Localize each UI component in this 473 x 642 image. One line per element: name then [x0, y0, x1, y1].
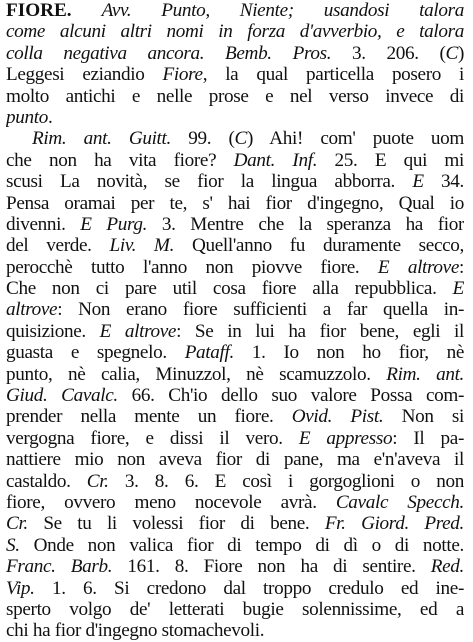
italic-text: E altrove — [99, 320, 177, 342]
text-segment: perocchè tutto l'anno non piovve fiore. — [6, 256, 378, 278]
italic-text: E — [452, 278, 464, 300]
text-line — [6, 492, 464, 513]
text-segment: Che non ci pare util cosa fiore alla repubblica. — [6, 278, 453, 300]
italic-text: E altrove — [377, 256, 460, 278]
italic-text: E appresso — [298, 427, 393, 449]
text-line — [6, 578, 464, 599]
text-line — [6, 171, 464, 192]
italic-text: Cr. — [86, 470, 109, 492]
text-segment: 3. 206. ( — [331, 42, 446, 64]
italic-text: Ovid. Pist. — [291, 406, 384, 428]
text-segment: Quell'anno fu duramente secco, — [174, 235, 464, 257]
italic-text: Franc. Barb. — [6, 556, 113, 578]
italic-text: Giud. Cavalc. — [6, 385, 118, 407]
text-segment: chi ha fior d'ingegno stomachevoli. — [6, 620, 265, 642]
text-segment: sperto volgo de' letterati bugie solennissime, ed a — [6, 598, 464, 620]
text-segment — [72, 0, 102, 21]
text-segment: Se tu li volessi fior di bene. — [27, 513, 325, 535]
text-line — [6, 321, 464, 342]
text-line — [6, 385, 464, 406]
text-line — [6, 599, 464, 620]
text-segment: quisizione. — [6, 320, 100, 342]
italic-text: Rim. ant. — [386, 363, 464, 385]
italic-text: Vip. — [6, 577, 35, 599]
text-line — [6, 214, 464, 235]
text-segment: Pensa oramai per te, s' hai fior d'ingegno, Qual io — [6, 192, 464, 214]
text-line — [6, 513, 464, 534]
italic-text: Cavalc Specch. — [335, 491, 464, 513]
text-line — [6, 107, 464, 128]
text-line — [6, 64, 464, 85]
text-segment: ) Ahi! com' puote uom — [247, 128, 464, 150]
italic-text: Liv. M. — [109, 235, 175, 257]
text-segment: 161. 8. Fiore non ha di sentire. — [112, 556, 431, 578]
text-segment: , la qual particella posero i — [202, 64, 464, 86]
text-segment: che non ha vita fiore? — [6, 149, 234, 171]
italic-text: Avv. Punto, Niente; usandosi talora — [101, 0, 464, 21]
text-line — [6, 193, 464, 214]
italic-text: Fiore — [162, 64, 203, 86]
text-segment: 25. E qui mi — [317, 149, 464, 171]
headword: FIORE. — [6, 0, 72, 21]
italic-text: Rim. ant. Guitt. — [32, 128, 171, 150]
italic-text: Pataff. — [184, 342, 234, 364]
italic-text: altrove — [6, 299, 58, 321]
text-segment: castaldo. — [6, 470, 87, 492]
text-line — [6, 556, 464, 577]
italic-text: Fr. Giord. Pred. — [324, 513, 464, 535]
text-line — [6, 0, 464, 21]
text-line — [6, 364, 464, 385]
text-segment: divenni. — [6, 213, 81, 235]
text-line — [6, 535, 464, 556]
text-segment: Onde non valica fior di tempo di dì o di notte. — [19, 534, 464, 556]
italic-text: punto — [6, 106, 48, 128]
text-line — [6, 449, 464, 470]
text-segment: del verde. — [6, 235, 110, 257]
text-line — [6, 342, 464, 363]
italic-text: colla negativa ancora. Bemb. Pros. — [6, 42, 332, 64]
italic-text: come alcuni altri nomi in forza d'avverbio, e talora — [6, 21, 464, 43]
dictionary-entry — [6, 0, 464, 642]
text-segment: punto, nè calia, Minuzzol, nè scamuzzolo. — [6, 363, 387, 385]
text-segment: 34. — [423, 171, 464, 193]
italic-text: Cr. — [6, 513, 28, 535]
text-segment: prender nella mente un fiore. — [6, 406, 292, 428]
text-segment: vergogna fiore, e dissi il vero. — [6, 427, 299, 449]
text-segment: 66. Ch'io dello suo valore Possa com- — [117, 385, 464, 407]
text-segment: guasta e spegnelo. — [6, 342, 185, 364]
text-line — [6, 257, 464, 278]
text-segment: Non si — [383, 406, 464, 428]
entry-text — [6, 0, 464, 642]
text-segment: : Non erano fiore sufficienti a far quella in- — [57, 299, 464, 321]
text-segment: 1. Io non ho fior, nè — [233, 342, 464, 364]
italic-text: Red. — [430, 556, 464, 578]
text-segment: ) — [457, 42, 464, 64]
text-line — [6, 428, 464, 449]
text-segment: 99. ( — [170, 128, 235, 150]
text-segment: scusi La novità, se fior la lingua abborra. — [6, 171, 413, 193]
text-segment: : Se in lui ha fior bene, egli il — [176, 320, 464, 342]
text-segment: molto antichi e nelle prose e nel verso invece di — [6, 85, 464, 107]
text-line — [6, 21, 464, 42]
text-segment: Leggesi eziandio — [6, 64, 163, 86]
text-line — [6, 235, 464, 256]
italic-text: Dant. Inf. — [233, 149, 318, 171]
italic-text: E Purg. — [80, 213, 148, 235]
text-line — [6, 43, 464, 64]
text-line — [6, 150, 464, 171]
text-segment: nattiere mio non aveva fior di pane, ma e'n'aveva il — [6, 449, 464, 471]
text-line — [6, 128, 464, 149]
text-line — [6, 86, 464, 107]
text-segment: : Il pa- — [392, 427, 464, 449]
text-line — [6, 620, 464, 641]
text-segment: 1. 6. Si credono dal troppo credulo ed ine- — [34, 577, 464, 599]
text-segment: 3. 8. 6. E così i gorgoglioni o non — [108, 470, 464, 492]
text-segment: 3. Mentre che la speranza ha fior — [147, 213, 464, 235]
text-line — [6, 299, 464, 320]
italic-text: C — [445, 42, 458, 64]
italic-text: E — [412, 171, 424, 193]
text-line — [6, 406, 464, 427]
text-segment: fiore, ovvero meno nocevole avrà. — [6, 491, 336, 513]
italic-text: C — [234, 128, 247, 150]
text-line — [6, 278, 464, 299]
text-segment: . — [47, 106, 53, 128]
text-line — [6, 471, 464, 492]
text-segment: : — [459, 256, 464, 278]
italic-text: S. — [6, 534, 20, 556]
